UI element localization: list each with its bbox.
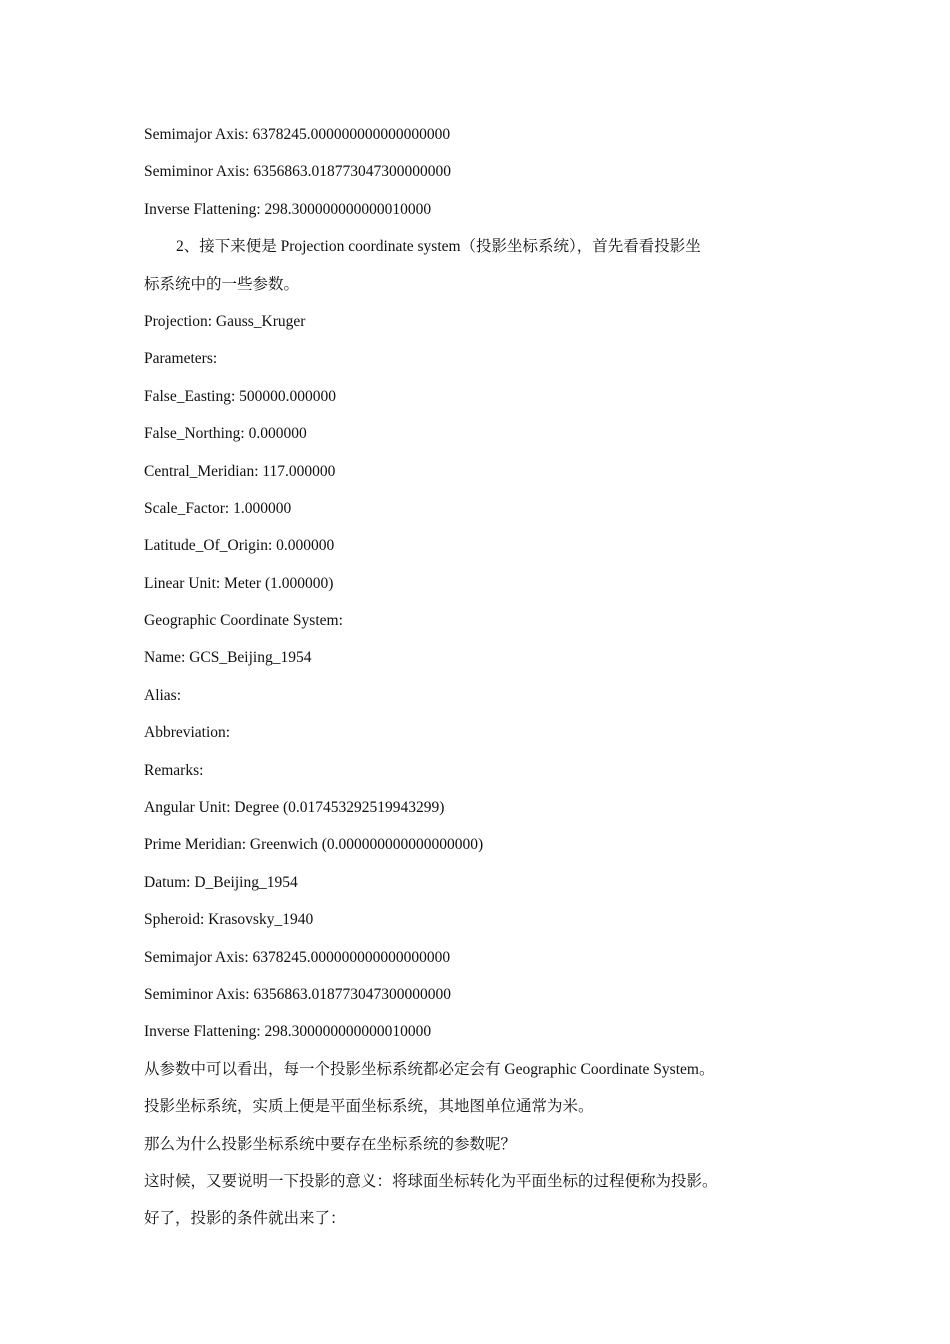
remarks-line: Remarks:	[144, 761, 204, 779]
abbreviation-line: Abbreviation:	[144, 724, 231, 742]
paragraph-plane-system: 投影坐标系统，实质上便是平面坐标系统，其地图单位通常为米。	[144, 1098, 594, 1116]
linear-unit-line: Linear Unit: Meter (1.000000)	[144, 574, 334, 592]
semiminor-axis-line-2: Semiminor Axis: 6356863.018773047300000000	[144, 985, 451, 1003]
prime-meridian-line: Prime Meridian: Greenwich (0.000000000000000000)	[144, 836, 484, 854]
central-meridian-line: Central_Meridian: 117.000000	[144, 462, 336, 480]
document-body	[144, 116, 784, 1238]
false-easting-line: False_Easting: 500000.000000	[144, 387, 337, 405]
paragraph-projection-meaning: 这时候，又要说明一下投影的意义：将球面坐标转化为平面坐标的过程便称为投影。	[144, 1172, 718, 1190]
spheroid-line: Spheroid: Krasovsky_1940	[144, 911, 314, 929]
semiminor-axis-line: Semiminor Axis: 6356863.018773047300000000	[144, 163, 451, 181]
gcs-heading: Geographic Coordinate System:	[144, 612, 343, 630]
paragraph-gcs-note: 从参数中可以看出，每一个投影坐标系统都必定会有 Geographic Coordinate System。	[144, 1060, 715, 1078]
paragraph-question: 那么为什么投影坐标系统中要存在坐标系统的参数呢？	[144, 1135, 517, 1153]
latitude-of-origin-line: Latitude_Of_Origin: 0.000000	[144, 537, 335, 555]
semimajor-axis-line-2: Semimajor Axis: 6378245.000000000000000000	[144, 948, 451, 966]
alias-line: Alias:	[144, 686, 182, 704]
section-2-intro-line: 2、接下来便是 Projection coordinate system（投影坐标系统），首先看看投影坐	[176, 238, 701, 256]
inverse-flattening-line: Inverse Flattening: 298.300000000000010000	[144, 200, 432, 218]
angular-unit-line: Angular Unit: Degree (0.017453292519943299)	[144, 799, 445, 817]
parameters-heading: Parameters:	[144, 350, 218, 368]
semimajor-axis-line: Semimajor Axis: 6378245.000000000000000000	[144, 126, 451, 143]
scale-factor-line: Scale_Factor: 1.000000	[144, 499, 292, 517]
paragraph-conditions: 好了，投影的条件就出来了：	[144, 1210, 346, 1228]
projection-line: Projection: Gauss_Kruger	[144, 312, 306, 330]
inverse-flattening-line-2: Inverse Flattening: 298.300000000000010000	[144, 1023, 432, 1041]
false-northing-line: False_Northing: 0.000000	[144, 425, 307, 443]
section-2-intro-continued: 标系统中的一些参数。	[144, 275, 300, 293]
datum-line: Datum: D_Beijing_1954	[144, 873, 298, 891]
gcs-name-line: Name: GCS_Beijing_1954	[144, 649, 312, 667]
